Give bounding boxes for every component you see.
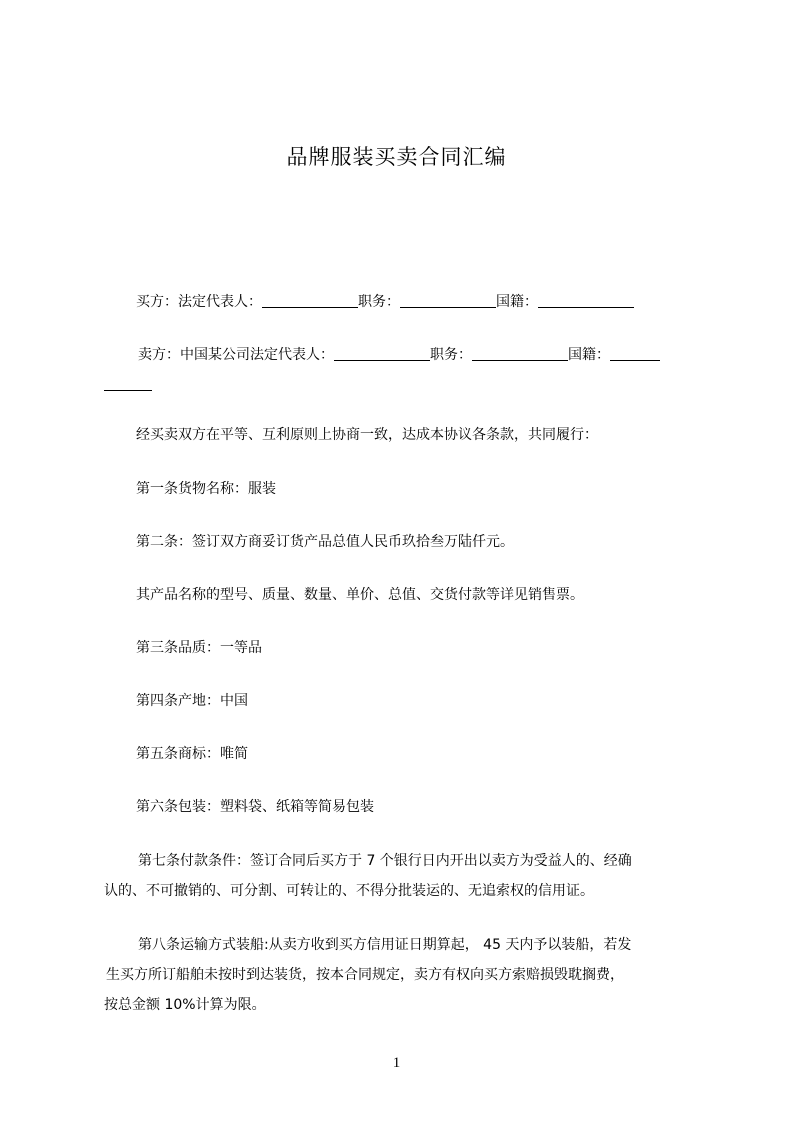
article-8 <box>104 930 704 1020</box>
article-3: 第三条品质：一等品 <box>136 640 262 656</box>
seller-label: 卖方：中国某公司法定代表人： <box>138 347 334 363</box>
seller-line-row1 <box>138 340 704 370</box>
seller-position-label: 职务： <box>430 347 472 363</box>
buyer-position-label: 职务： <box>358 294 400 310</box>
seller-nationality-blank <box>610 346 660 361</box>
article-5: 第五条商标：唯简 <box>136 746 248 762</box>
buyer-nationality-label: 国籍： <box>496 294 538 310</box>
article-7 <box>104 846 704 906</box>
article-2-detail: 其产品名称的型号、质量、数量、单价、总值、交货付款等详见销售票。 <box>136 587 584 603</box>
seller-line-row2 <box>104 370 704 400</box>
article-7-line-2: 认的、不可撤销的、可分割、可转让的、不得分批装运的、无追索权的信用证。 <box>104 883 594 899</box>
page-number: 1 <box>392 1055 401 1071</box>
buyer-position-blank <box>400 293 496 308</box>
page-title: 品牌服装买卖合同汇编 <box>286 145 507 169</box>
article-1: 第一条货物名称：服装 <box>136 481 276 497</box>
seller-nationality-blank-cont <box>104 376 152 391</box>
article-7-line-1: 第七条付款条件：签订合同后买方于 7 个银行日内开出以卖方为受益人的、经确 <box>138 853 632 869</box>
seller-line <box>104 340 704 400</box>
article-2: 第二条：签订双方商妥订货产品总值人民币玖拾叁万陆仟元。 <box>136 534 514 550</box>
buyer-label: 买方：法定代表人： <box>136 294 262 310</box>
article-6: 第六条包装：塑料袋、纸箱等简易包装 <box>136 799 374 815</box>
article-8-line-2: 生买方所订船舶未按时到达装货，按本合同规定，卖方有权向买方索赔损毁耽搁费， <box>106 967 624 983</box>
article-8-line-3: 按总金额 10%计算为限。 <box>104 997 266 1013</box>
intro-paragraph: 经买卖双方在平等、互利原则上协商一致，达成本协议各条款，共同履行： <box>136 427 598 443</box>
buyer-rep-blank <box>262 293 358 308</box>
seller-rep-blank <box>334 346 430 361</box>
seller-position-blank <box>472 346 568 361</box>
article-8-line-1: 第八条运输方式装船:从卖方收到买方信用证日期算起， 45 天内予以装船，若发 <box>138 937 632 953</box>
seller-nationality-label: 国籍： <box>568 347 610 363</box>
buyer-nationality-blank <box>538 293 634 308</box>
buyer-line <box>104 292 736 312</box>
article-4: 第四条产地：中国 <box>136 693 248 709</box>
